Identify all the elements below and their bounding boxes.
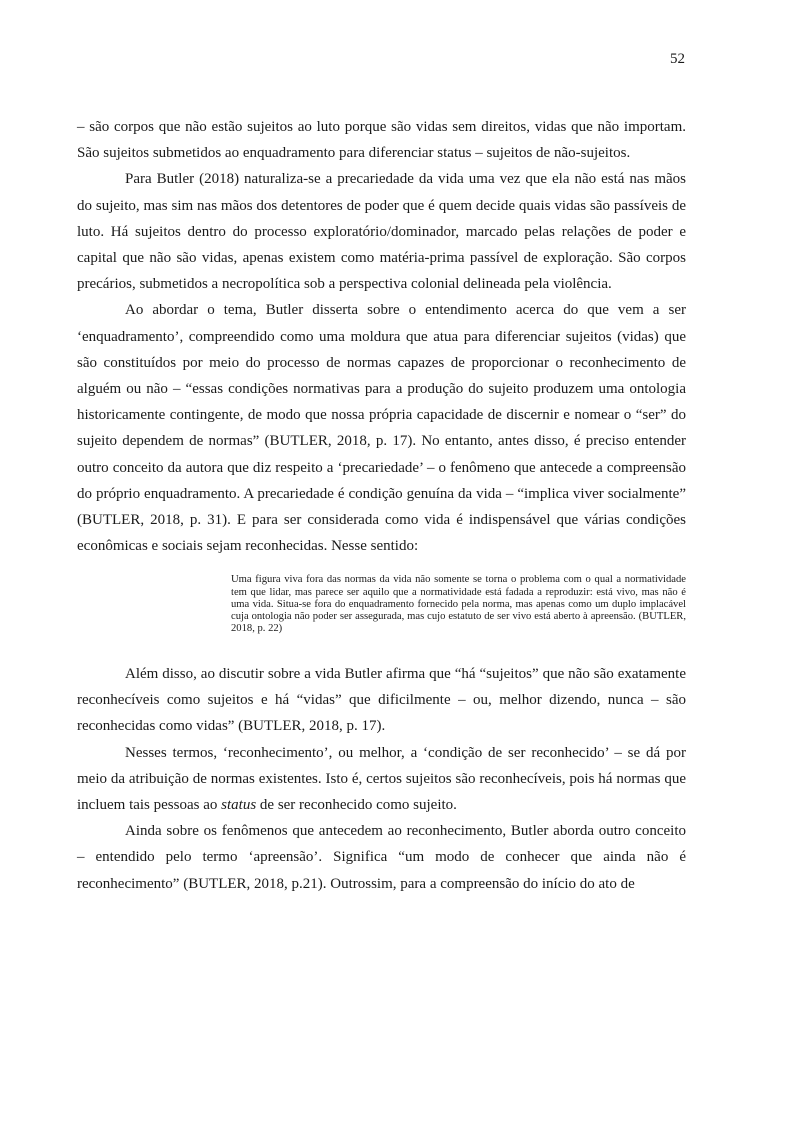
page-number: 52 [670, 51, 685, 67]
paragraph-reconhecimento-text: Nesses termos, ‘reconhecimento’, ou melhor, a ‘condição de ser reconhecido’ – se dá por meio da atribuição de normas existentes. Isto é, certos sujeitos são reconhecíveis, pois há normas que incluem tais pessoas ao [77, 744, 686, 813]
paragraph-reconhecimento-end: de ser reconhecido como sujeito. [259, 796, 457, 813]
block-quote: Uma figura viva fora das normas da vida não somente se torna o problema com o qual a normatividade tem que lidar, mas parece ser aquilo que a normatividade está fadada a reproduzir: está vivo, mas não é uma vida. Situa-se fora do enquadramento fornecido pela norma, mas apenas como um duplo implacável cuja ontologia não poder ser assegurada, mas cujo estatuto de ser vivo está aberto à apreensão. (BUTLER, 2018, p. 22) [231, 574, 686, 634]
paragraph-precariedade: Para Butler (2018) naturaliza-se a precariedade da vida uma vez que ela não está nas mãos do sujeito, mas sim nas mãos dos detentores de poder que é quem decide quais vidas são passíveis de luto. Há sujeitos dentro do processo exploratório/dominador, marcado pelas relações de poder e capital que não são vidas, apenas existem como matéria-prima passível de exploração. São corpos precários, submetidos a necropolítica sob a perspectiva colonial delineada pela violência. [77, 171, 686, 293]
italic-status: status [221, 796, 257, 813]
page-body [77, 114, 686, 897]
paragraph-enquadramento: Ao abordar o tema, Butler disserta sobre o entendimento acerca do que vem a ser ‘enquadramento’, compreendido como uma moldura que atua para diferenciar sujeitos (vidas) que são constituídos por meio do processo de normas capazes de proporcionar o reconhecimento de alguém ou não – “essas condições normativas para a produção do sujeito produzem uma ontologia historicamente contingente, de modo que nossa própria capacidade de discernir e nomear o “ser” do sujeito dependem de normas” (BUTLER, 2018, p. 17). No entanto, antes disso, é preciso entender outro conceito da autora que diz respeito a ‘precariedade’ – o fenômeno que antecede a compreensão do próprio enquadramento. A precariedade é condição genuína da vida – “implica viver socialmente” (BUTLER, 2018, p. 31). E para ser considerada como vida é indispensável que várias condições econômicas e sociais sejam reconhecidas. Nesse sentido: [77, 302, 686, 555]
paragraph-reconhecimento [77, 740, 686, 819]
paragraph-sujeitos-vidas: Além disso, ao discutir sobre a vida Butler afirma que “há “sujeitos” que não são exatamente reconhecíveis como sujeitos e há “vidas” que dificilmente – ou, melhor dizendo, nunca – são reconhecidas como vidas” (BUTLER, 2018, p. 17). [77, 665, 686, 735]
paragraph-continuation: – são corpos que não estão sujeitos ao luto porque são vidas sem direitos, vidas que não importam. São sujeitos submetidos ao enquadramento para diferenciar status – sujeitos de não-sujeitos. [77, 119, 686, 162]
paragraph-apreensao: Ainda sobre os fenômenos que antecedem ao reconhecimento, Butler aborda outro conceito – entendido pelo termo ‘apreensão’. Significa “um modo de conhecer que ainda não é reconhecimento” (BUTLER, 2018, p.21). Outrossim, para a compreensão do início do ato de [77, 823, 686, 892]
